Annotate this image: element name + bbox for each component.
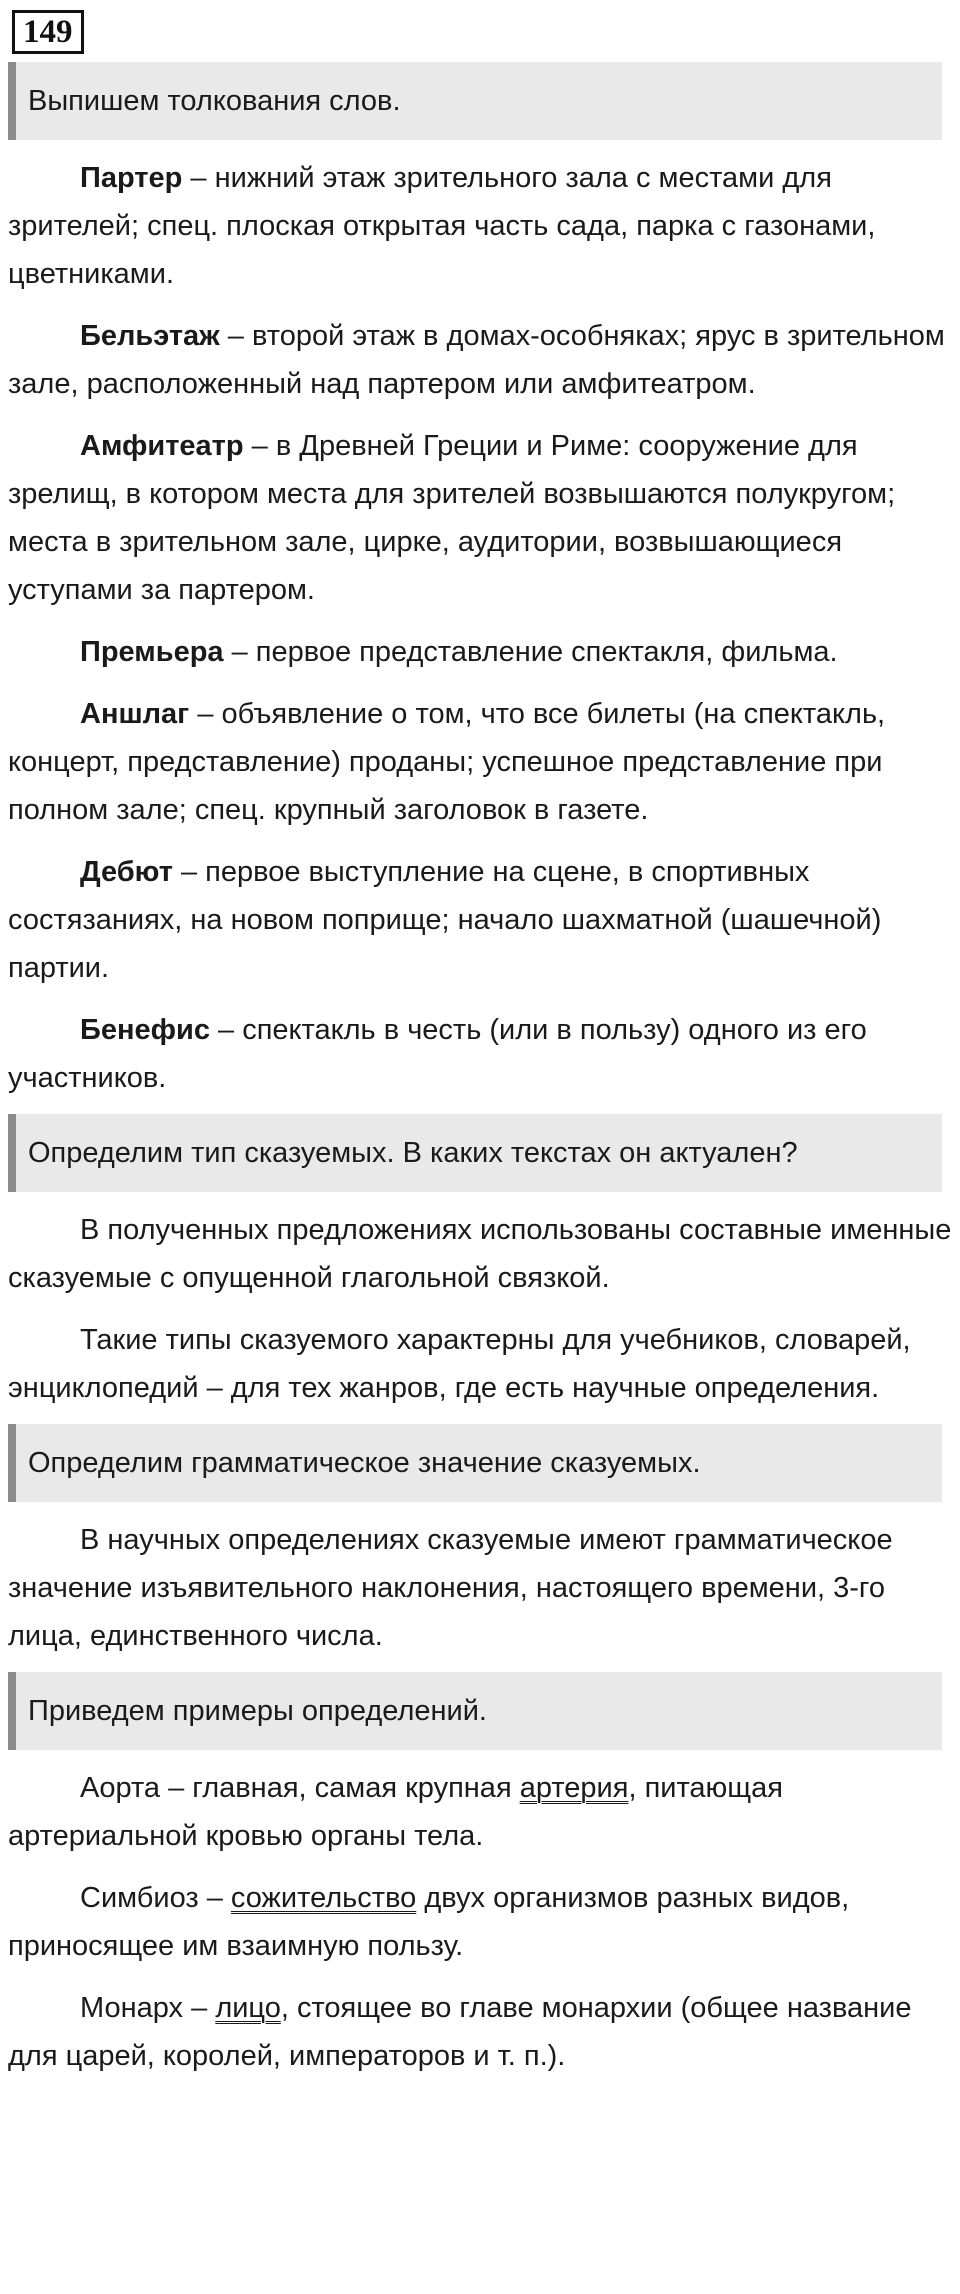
definition-anshlag xyxy=(8,690,952,834)
term: Бельэтаж xyxy=(80,320,220,352)
example-aorta xyxy=(8,1764,952,1860)
definition-premiera xyxy=(8,628,952,676)
example-text: двух организмов разных видов, приносящее им взаимную пользу. xyxy=(8,1882,850,1962)
example-simbioz xyxy=(8,1874,952,1970)
example-text: Монарх – xyxy=(80,1992,216,2024)
definition-text: – первое выступление на сцене, в спортивных состязаниях, на новом поприще; начало шахматной (шашечной) партии. xyxy=(8,856,882,984)
exercise-number: 149 xyxy=(12,10,84,54)
section-heading-grammatical-meaning: Определим грамматическое значение сказуемых. xyxy=(8,1424,942,1502)
definition-text: – нижний этаж зрительного зала с местами для зрителей; спец. плоская открытая часть сада, парка с газонами, цветниками. xyxy=(8,162,876,290)
example-text: Аорта – главная, самая крупная xyxy=(80,1772,520,1804)
paragraph: Такие типы сказуемого характерны для учебников, словарей, энциклопедий – для тех жанров, где есть научные определения. xyxy=(8,1324,911,1404)
definition-text: – первое представление спектакля, фильма. xyxy=(223,636,838,668)
section-heading-examples: Приведем примеры определений. xyxy=(8,1672,942,1750)
example-text: , питающая артериальной кровью органы тела. xyxy=(8,1772,783,1852)
section-heading-definitions: Выпишем толкования слов. xyxy=(8,62,942,140)
term: Аншлаг xyxy=(80,698,190,730)
term: Премьера xyxy=(80,636,224,668)
example-text: , стоящее во главе монархии (общее название для царей, королей, императоров и т. п.). xyxy=(8,1992,912,2072)
example-text: Симбиоз – xyxy=(80,1882,231,1914)
definition-benefis xyxy=(8,1006,952,1102)
definition-debut xyxy=(8,848,952,992)
definition-text: – объявление о том, что все билеты (на спектакль, концерт, представление) проданы; успешное представление при полном зале; спец. крупный заголовок в газете. xyxy=(8,698,886,826)
underlined-word: лицо xyxy=(215,1992,281,2024)
underlined-word: сожительство xyxy=(230,1882,417,1914)
term: Амфитеатр xyxy=(80,430,244,462)
section-heading-predicate-type: Определим тип сказуемых. В каких текстах он актуален? xyxy=(8,1114,942,1192)
paragraph: В научных определениях сказуемые имеют грамматическое значение изъявительного наклонения, настоящего времени, 3-го лица, единственного числа. xyxy=(8,1524,893,1652)
example-monarh xyxy=(8,1984,952,2080)
definition-parter xyxy=(8,154,952,298)
definition-beletazh xyxy=(8,312,952,408)
underlined-word: артерия xyxy=(519,1772,629,1804)
paragraph: В полученных предложениях использованы составные именные сказуемые с опущенной глагольной связкой. xyxy=(8,1214,952,1294)
term: Дебют xyxy=(80,856,173,888)
definition-text: – второй этаж в домах-особняках; ярус в зрительном зале, расположенный над партером или амфитеатром. xyxy=(8,320,945,400)
term: Бенефис xyxy=(80,1014,210,1046)
definition-text: – в Древней Греции и Риме: сооружение для зрелищ, в котором места для зрителей возвышаются полукругом; места в зрительном зале, цирке, аудитории, возвышающиеся уступами за партером. xyxy=(8,430,896,606)
definition-amfiteatr xyxy=(8,422,952,614)
definition-text: – спектакль в честь (или в пользу) одного из его участников. xyxy=(8,1014,867,1094)
term: Партер xyxy=(80,162,183,194)
